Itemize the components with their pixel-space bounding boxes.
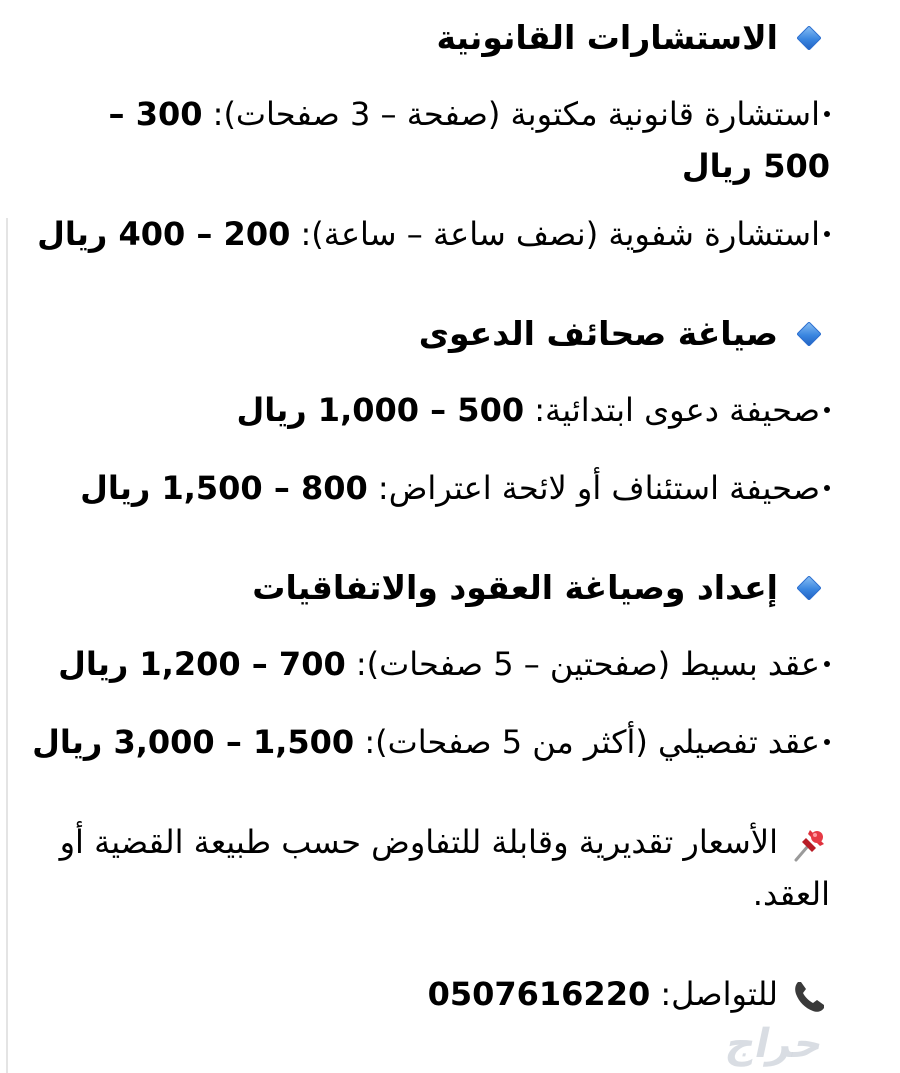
bullet-icon — [824, 485, 830, 491]
item-price: 800 – 1,500 ريال — [80, 469, 368, 507]
section-heading-text: إعداد وصياغة العقود والاتفاقيات — [252, 568, 778, 607]
item-label: صحيفة استئناف أو لائحة اعتراض: — [367, 469, 820, 507]
item-price: 200 – 400 ريال — [37, 215, 291, 253]
item-label: صحيفة دعوى ابتدائية: — [524, 391, 820, 429]
list-item — [50, 88, 830, 192]
blue-diamond-icon — [796, 321, 821, 346]
contact-label: للتواصل: — [650, 975, 778, 1013]
bullet-icon — [824, 407, 830, 413]
list-item — [32, 716, 830, 768]
haraj-watermark: حراج — [721, 1021, 829, 1067]
item-price: 700 – 1,200 ريال — [58, 645, 346, 683]
item-label: استشارة شفوية (نصف ساعة – ساعة): — [290, 215, 820, 253]
bullet-icon — [824, 661, 830, 667]
section-heading-contracts — [252, 566, 830, 610]
bullet-icon — [824, 231, 830, 237]
bullet-icon — [824, 111, 830, 117]
note-text: الأسعار تقديرية وقابلة للتفاوض حسب طبيعة القضية أو العقد. — [59, 823, 830, 913]
list-item — [58, 638, 830, 690]
phone-number[interactable]: 0507616220 — [427, 975, 651, 1013]
section-heading-text: صياغة صحائف الدعوى — [418, 314, 778, 353]
section-heading-lawsuit-drafting — [419, 312, 830, 356]
list-item — [80, 462, 830, 514]
pushpin-icon — [790, 824, 830, 864]
list-item — [236, 384, 830, 436]
section-heading-legal-consultations — [436, 16, 830, 60]
item-label: عقد بسيط (صفحتين – 5 صفحات): — [345, 645, 820, 683]
item-price: 1,500 – 3,000 ريال — [32, 723, 355, 761]
contact-line — [428, 968, 830, 1020]
item-price: 300 – 500 ريال — [108, 95, 830, 185]
section-heading-text: الاستشارات القانونية — [436, 18, 778, 57]
blue-diamond-icon — [796, 25, 821, 50]
bullet-icon — [824, 739, 830, 745]
telephone-icon — [790, 976, 830, 1016]
item-price: 500 – 1,000 ريال — [236, 391, 525, 429]
list-item — [37, 208, 830, 260]
blue-diamond-icon — [796, 575, 821, 600]
pricing-note — [30, 816, 830, 920]
item-label: عقد تفصيلي (أكثر من 5 صفحات): — [354, 723, 820, 761]
item-label: استشارة قانونية مكتوبة (صفحة – 3 صفحات): — [202, 95, 820, 133]
left-border-line — [6, 218, 8, 1073]
